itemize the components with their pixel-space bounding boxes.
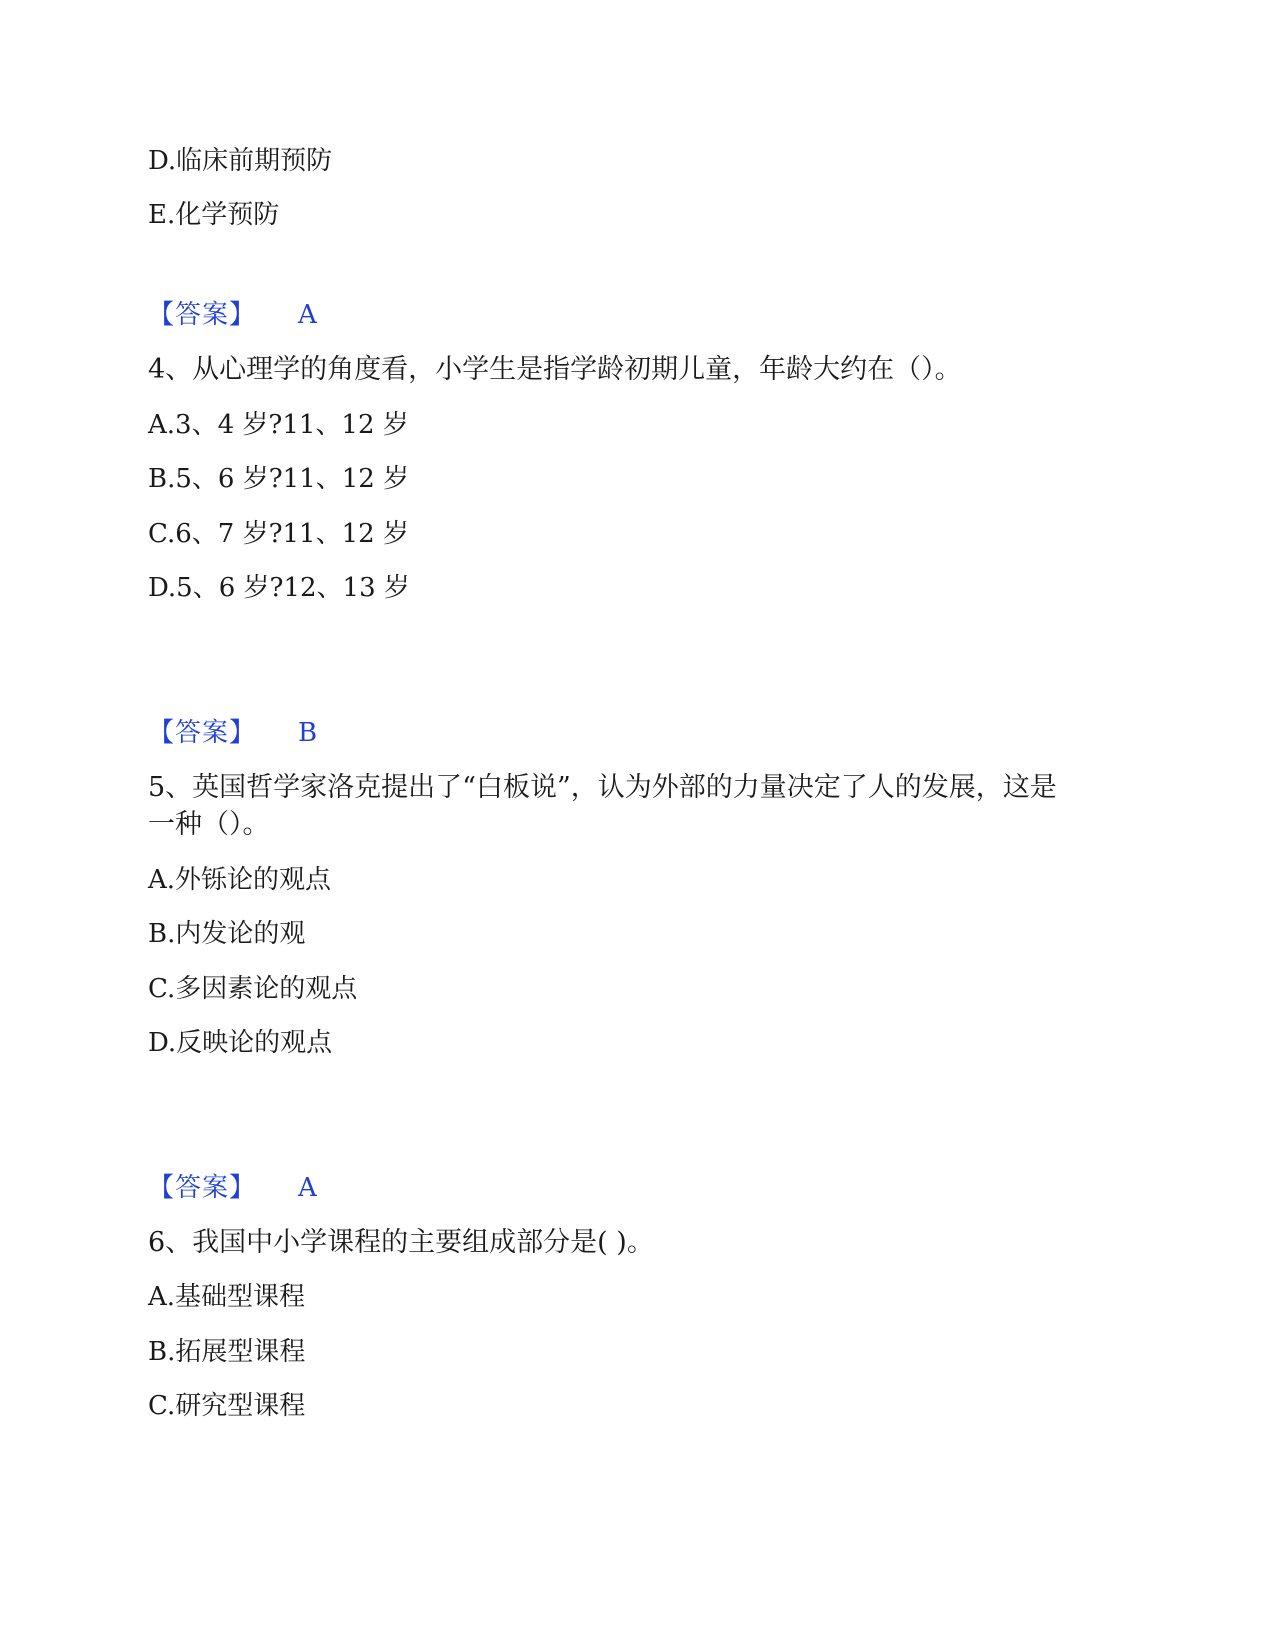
option-d-prev: D.临床前期预防: [148, 146, 333, 176]
question-5-option-d: D.反映论的观点: [148, 1028, 333, 1058]
question-6-option-c: C.研究型课程: [148, 1391, 306, 1421]
answer-value: B: [298, 718, 318, 748]
question-4-option-a: A.3、4 岁?11、12 岁: [148, 410, 409, 440]
question-4-stem: 4、从心理学的角度看，小学生是指学龄初期儿童，年龄大约在（）。: [148, 354, 962, 385]
answer-line-q3: [148, 298, 317, 332]
answer-value: A: [298, 1173, 317, 1203]
question-6-stem: 6、我国中小学课程的主要组成部分是( )。: [148, 1227, 654, 1258]
question-5-stem-line1: 5、英国哲学家洛克提出了“白板说”，认为外部的力量决定了人的发展，这是: [148, 772, 1057, 803]
answer-value: A: [298, 300, 317, 330]
question-5-option-c: C.多因素论的观点: [148, 974, 358, 1004]
question-6-option-b: B.拓展型课程: [148, 1337, 306, 1367]
question-5-stem-line2: 一种（）。: [148, 809, 270, 840]
answer-line-q5: [148, 1171, 317, 1205]
option-e-prev: E.化学预防: [148, 200, 280, 230]
question-4-option-d: D.5、6 岁?12、13 岁: [148, 573, 410, 603]
answer-label: 【答案】: [148, 1173, 257, 1203]
answer-line-q4: [148, 716, 317, 750]
question-5-option-b: B.内发论的观: [148, 919, 306, 949]
answer-label: 【答案】: [148, 300, 257, 330]
question-4-option-b: B.5、6 岁?11、12 岁: [148, 464, 410, 494]
answer-label: 【答案】: [148, 718, 257, 748]
question-5-option-a: A.外铄论的观点: [148, 865, 332, 895]
question-4-option-c: C.6、7 岁?11、12 岁: [148, 519, 409, 549]
question-6-option-a: A.基础型课程: [148, 1282, 306, 1312]
